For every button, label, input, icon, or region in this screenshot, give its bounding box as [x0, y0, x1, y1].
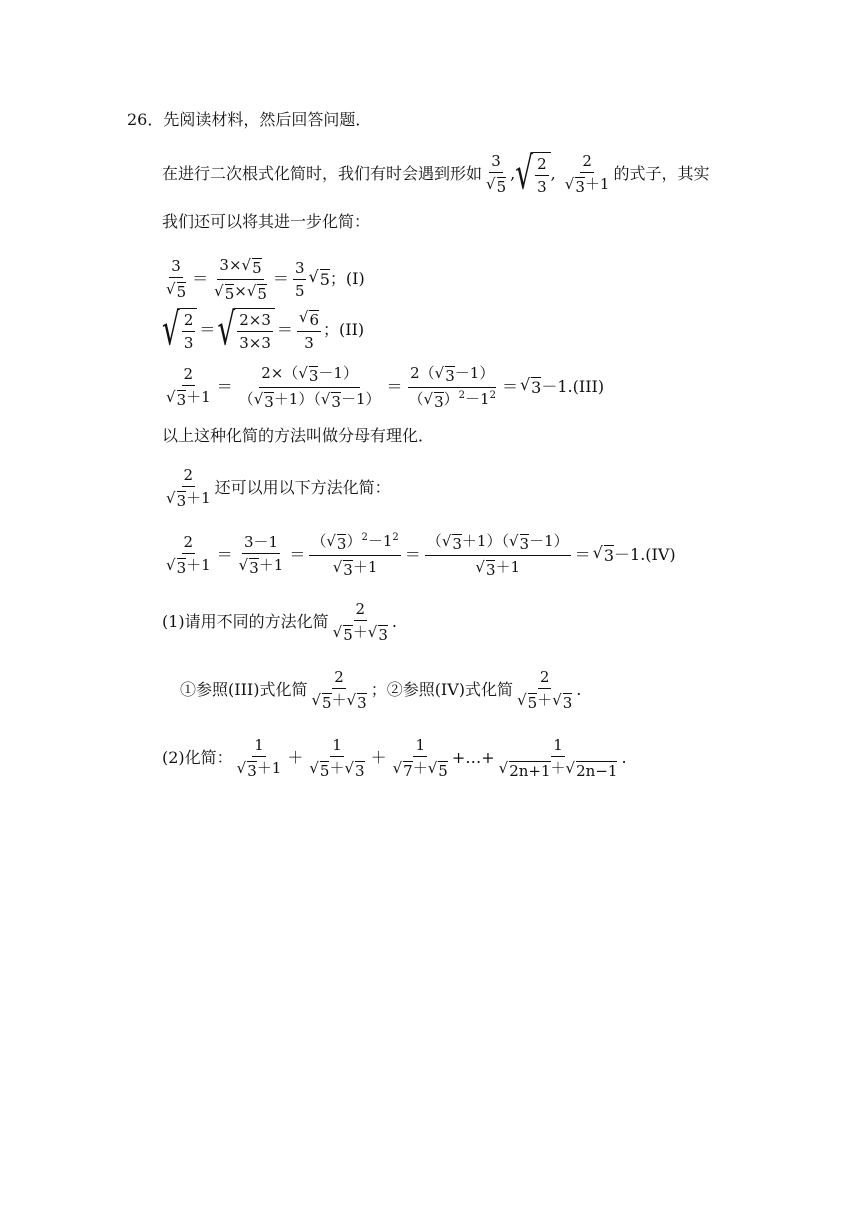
method-name-line: 以上这种化简的方法叫做分母有理化． [162, 426, 435, 445]
problem-header [127, 112, 371, 128]
equation-III: 2 √ 3 ＋1 ＝ 2×（ √ 3 －1） （ √ 3 ＋1）（ √ 3 －1） ＝ 2（ √ 3 －1） （ √ 3 ）$^2-1^2$ ＝ √ 3 －1 .(III) [166, 364, 605, 411]
label-II: ；(II) [323, 320, 365, 339]
example-frac-1: 3 √ 5 [486, 152, 507, 197]
intro-text: 在进行二次根式化简时，我们有时会遇到形如 [162, 164, 483, 183]
intro-line: 在进行二次根式化简时，我们有时会遇到形如 3 √ 5 , √ $\frac{2}{3}$ , 2 √ 3 ＋1 的式子，其实 [162, 146, 710, 200]
equation-IV: 2 √ 3 ＋1 ＝ 3－1 √ 3 ＋1 ＝ （ √ 3 ）$^2-1^2$ √ 3 ＋1 ＝ （ √ 3 ＋1）（ √ 3 －1） √ 3 ＋1 ＝ √ 3 －1 .(IV) [166, 532, 676, 579]
example-sqrt-frac: √ $\frac{2}{3}$ [515, 152, 550, 196]
question-1-parts: ①参照(III)式化简 2 √ 5 ＋ √ 3 ；②参照(IV)式化简 2 √ 5 ＋ √ 3 . [180, 668, 582, 712]
example-frac-3: 2 √ 3 ＋1 [564, 152, 610, 197]
question-2: (2)化简： 1 √ 3 ＋1 ＋ 1 √ 5 ＋ √ 3 ＋ 1 √ 7 ＋ √ 5 +…+ 1 √ 2n+1 ＋ √ 2n−1 . [162, 736, 627, 780]
alt-method-line: 2 √ 3 ＋1 还可以用以下方法化简： [166, 466, 391, 510]
equation-II: √ $\frac{2}{3}$ ＝ √ $\frac{2\times 3}{3\times 3}$ ＝ √ 6 3 ；(II) [162, 302, 365, 356]
problem-title: 先阅读材料，然后回答问题． [163, 110, 372, 129]
label-I: ；(I) [329, 269, 365, 288]
label-III: .(III) [567, 377, 605, 396]
label-IV: .(IV) [640, 545, 676, 564]
problem-number: 26． [127, 110, 164, 129]
question-1: (1)请用不同的方法化简 2 √ 5 ＋ √ 3 . [162, 600, 397, 644]
intro-tail: 的式子，其实 [613, 164, 710, 183]
equation-I: 3 √ 5 ＝ 3× √ 5 √ 5 × √ 5 ＝ $\frac{3}{5}$ √ 5 ；(I) [166, 256, 365, 303]
intro-line-2: 我们还可以将其进一步化简： [162, 212, 371, 231]
